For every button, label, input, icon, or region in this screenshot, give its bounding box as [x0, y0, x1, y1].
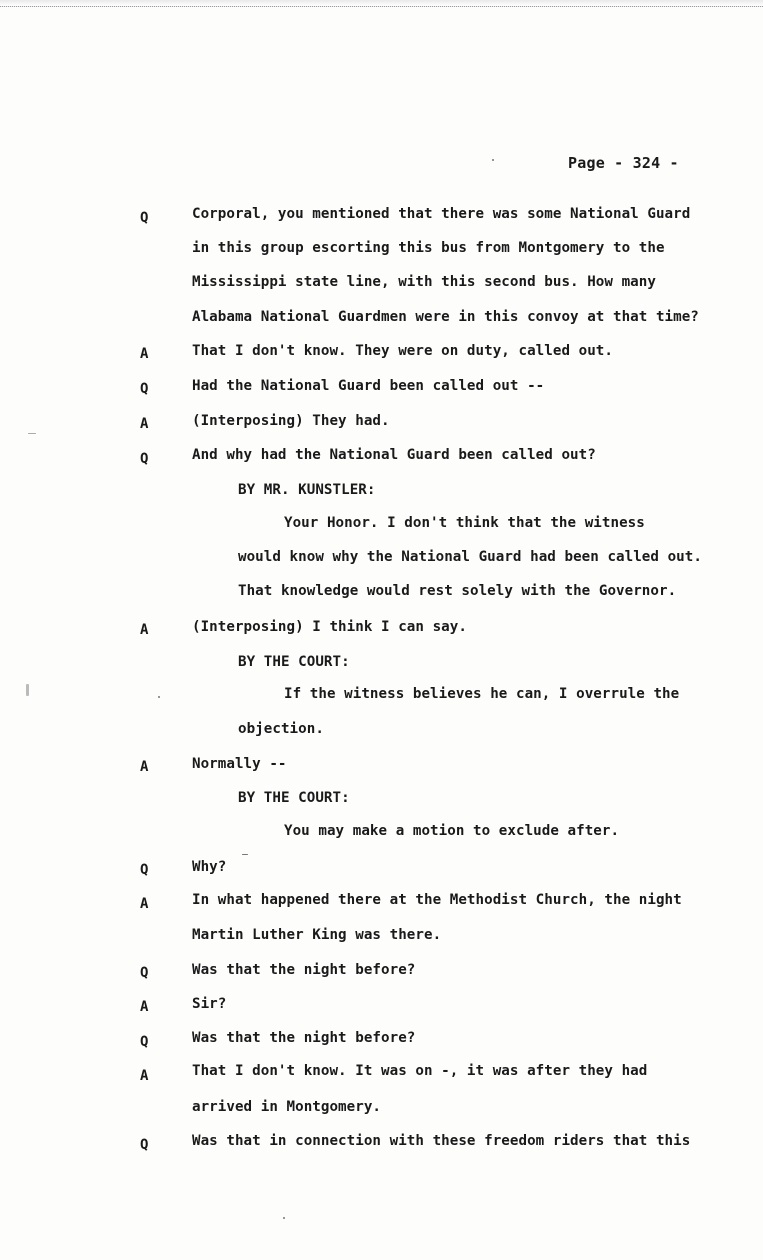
transcript-line: Normally -- [192, 756, 287, 772]
page-number: Page - 324 - [568, 154, 679, 172]
transcript-line: objection. [238, 721, 324, 737]
speaker-label-q: Q [140, 862, 149, 878]
transcript-line: (Interposing) I think I can say. [192, 619, 467, 635]
transcript-line: Your Honor. I don't think that the witness [284, 515, 645, 531]
transcript-line: You may make a motion to exclude after. [284, 823, 620, 839]
scan-speck [283, 1217, 285, 1219]
speaker-label-a: A [140, 346, 149, 362]
transcript-line: That knowledge would rest solely with the Governor. [238, 583, 677, 599]
court-heading: BY THE COURT: [238, 654, 350, 670]
speaker-label-q: Q [140, 1034, 149, 1050]
transcript-line: would know why the National Guard had been called out. [238, 549, 702, 565]
scan-speck [26, 684, 29, 696]
scan-speck [242, 854, 248, 855]
speaker-label-a: A [140, 896, 149, 912]
scan-speck [492, 159, 494, 161]
transcript-line: If the witness believes he can, I overrule the [284, 686, 680, 702]
speaker-label-a: A [140, 1068, 149, 1084]
transcript-line: Had the National Guard been called out -- [192, 378, 545, 394]
transcript-line: That I don't know. They were on duty, called out. [192, 343, 613, 359]
transcript-line: Was that the night before? [192, 962, 416, 978]
transcript-line: (Interposing) They had. [192, 413, 390, 429]
transcript-line: Why? [192, 859, 227, 875]
speaker-label-q: Q [140, 210, 149, 226]
transcript-line: That I don't know. It was on -, it was after they had [192, 1063, 648, 1079]
transcript-line: And why had the National Guard been called out? [192, 447, 596, 463]
transcript-line: Corporal, you mentioned that there was some National Guard [192, 206, 691, 222]
transcript-line: Sir? [192, 996, 227, 1012]
court-heading: BY THE COURT: [238, 790, 350, 806]
speaker-label-q: Q [140, 381, 149, 397]
scan-speck [28, 433, 36, 434]
attorney-heading: BY MR. KUNSTLER: [238, 482, 376, 498]
speaker-label-a: A [140, 759, 149, 775]
transcript-line: Mississippi state line, with this second bus. How many [192, 274, 656, 290]
scan-top-edge [0, 0, 763, 7]
scan-speck [158, 696, 160, 698]
transcript-line: Was that in connection with these freedom riders that this [192, 1133, 691, 1149]
transcript-line: Was that the night before? [192, 1030, 416, 1046]
transcript-line: in this group escorting this bus from Montgomery to the [192, 240, 665, 256]
speaker-label-q: Q [140, 965, 149, 981]
transcript-line: In what happened there at the Methodist Church, the night [192, 892, 682, 908]
transcript-line: Alabama National Guardmen were in this convoy at that time? [192, 309, 699, 325]
speaker-label-a: A [140, 999, 149, 1015]
speaker-label-q: Q [140, 451, 149, 467]
speaker-label-a: A [140, 622, 149, 638]
speaker-label-a: A [140, 416, 149, 432]
transcript-line: Martin Luther King was there. [192, 927, 442, 943]
speaker-label-q: Q [140, 1137, 149, 1153]
transcript-line: arrived in Montgomery. [192, 1099, 382, 1115]
